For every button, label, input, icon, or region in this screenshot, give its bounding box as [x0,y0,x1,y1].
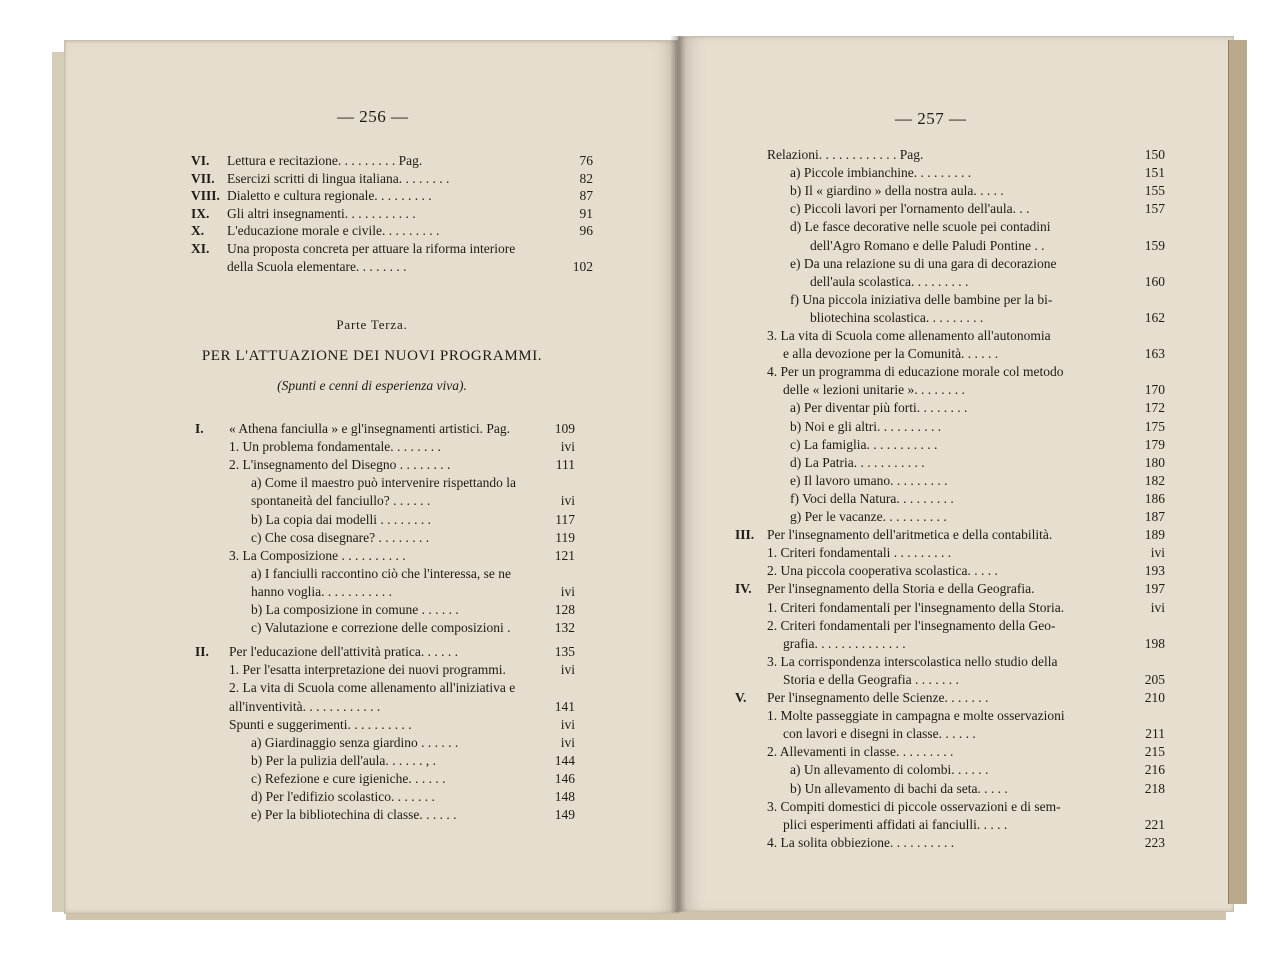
toc-entry [735,563,1165,579]
toc-entry [735,183,1165,199]
toc-entry-text: spontaneità del fanciullo? . . . . . . [251,493,431,509]
toc-entry-text: 2. Criteri fondamentali per l'insegnamento della Geo- [767,617,1056,633]
toc-entry [735,762,1165,778]
toc-entry [195,789,575,805]
toc-entry-page: 121 [554,547,575,563]
toc-entry-page: 128 [554,602,575,617]
toc-entry [735,455,1165,471]
toc-entry-text: b) Un allevamento di bachi da seta. . . . . [790,780,1008,796]
toc-entry-text: Lettura e recitazione. . . . . . . . . Pag. [227,153,423,168]
toc-entry-text: Relazioni. . . . . . . . . . . . Pag. [767,147,924,162]
toc-entry [735,437,1165,453]
toc-entry [735,799,1165,815]
toc-entry-number: IV. [735,581,752,597]
toc-entry-text: hanno voglia. . . . . . . . . . . [251,583,392,599]
open-book [42,36,1246,929]
toc-entry [735,364,1165,380]
toc-entry-text: 2. La vita di Scuola come allenamento all'iniziativa e [229,680,516,696]
toc-entry-page: ivi [560,493,575,509]
toc-entry-page: 82 [579,170,593,186]
toc-entry-text: a) Come il maestro può intervenire rispettando la [251,475,517,491]
toc-entry-number: VIII. [191,188,220,204]
toc-entry-text: dell'Agro Romano e delle Paludi Pontine . . [810,237,1045,253]
toc-entry-text: a) Per diventar più forti. . . . . . . . [790,400,968,416]
toc-entry-text: f) Voci della Natura. . . . . . . . . [790,490,954,506]
toc-entry [191,188,593,204]
toc-entry-text: Per l'insegnamento delle Scienze. . . . . . . [767,690,989,705]
toc-entry-text: a) Un allevamento di colombi. . . . . . [790,762,989,778]
toc-entry [195,457,575,473]
toc-entry [735,781,1165,797]
toc-entry [735,618,1165,634]
toc-entry-text: Dialetto e cultura regionale. . . . . . . . . [227,188,432,204]
toc-entry-page: 186 [1144,490,1165,506]
toc-entry [191,153,593,169]
toc-entry [735,491,1165,507]
toc-entry [195,475,575,491]
toc-entry-text: 4. La solita obbiezione. . . . . . . . . . [767,834,955,850]
toc-entry-number: X. [191,223,205,239]
toc-entry [195,602,575,618]
toc-entry-page: ivi [560,439,575,455]
toc-entry-page: 189 [1144,527,1165,543]
toc-entry-page: 117 [555,511,575,527]
toc-entry [735,545,1165,561]
toc-entry-page: 223 [1144,834,1165,850]
toc-entry [735,672,1165,688]
toc-entry-page: 180 [1144,454,1165,470]
toc-entry [735,400,1165,416]
toc-entry-page: 146 [554,770,575,786]
toc-entry [735,346,1165,362]
toc-entry-text: c) Valutazione e correzione delle composizioni . [251,620,511,636]
toc-entry-text: b) La composizione in comune . . . . . . [251,602,459,617]
toc-entry [735,708,1165,724]
toc-entry [195,421,575,437]
toc-entry-text: c) Che cosa disegnare? . . . . . . . . [251,529,430,545]
toc-entry-page: 179 [1144,436,1165,452]
toc-entry [195,566,575,582]
toc-entry [195,548,575,564]
toc-entry-text: c) Piccoli lavori per l'ornamento dell'aula. . . [790,201,1030,217]
toc-entry [191,259,593,275]
toc-entry-number: IX. [191,205,210,221]
toc-entry [735,292,1165,308]
toc-entry-text: e) Da una relazione su di una gara di decorazione [790,255,1057,271]
toc-entry [191,241,593,257]
right-page-edges [1228,40,1247,904]
toc-entry-number: XI. [191,241,210,256]
toc-entry-number: VII. [191,170,215,186]
toc-entry-page: 96 [579,223,593,239]
toc-entry-page: 210 [1144,690,1165,705]
toc-entry-text: 2. L'insegnamento del Disegno . . . . . . . . [229,457,451,473]
toc-entry-text: 1. Criteri fondamentali . . . . . . . . . [767,545,952,561]
toc-entry [195,512,575,528]
toc-entry-page: 187 [1144,509,1165,524]
toc-entry-page: 109 [554,421,575,436]
toc-entry-text: bliotechina scolastica. . . . . . . . . [810,309,984,325]
toc-entry [735,744,1165,760]
toc-entry-page: 119 [555,529,575,545]
toc-entry-text: delle « lezioni unitarie ». . . . . . . . [783,382,965,398]
toc-entry-page: ivi [560,583,575,599]
toc-entry-text: d) Per l'edifizio scolastico. . . . . . . [251,789,435,804]
toc-entry [735,527,1165,543]
toc-entry-page: 111 [555,457,575,473]
toc-entry [735,201,1165,217]
toc-entry [195,699,575,715]
toc-entry-number: III. [735,527,755,543]
toc-entry-text: dell'aula scolastica. . . . . . . . . [810,273,969,289]
toc-entry-text: c) Refezione e cure igieniche. . . . . . [251,770,446,786]
left-page [64,40,680,914]
toc-entry-text: 2. Allevamenti in classe. . . . . . . . . [767,744,954,760]
toc-entry-page: 216 [1144,762,1165,778]
toc-entry-page: ivi [560,734,575,750]
toc-entry-page: 198 [1144,635,1165,651]
toc-entry [195,439,575,455]
toc-entry [735,310,1165,326]
toc-entry-page: 193 [1144,563,1165,579]
toc-entry [735,147,1165,163]
toc-entry [195,807,575,823]
toc-entry [195,662,575,678]
toc-entry [735,690,1165,706]
toc-entry-text: c) La famiglia. . . . . . . . . . . [790,436,938,452]
right-page [678,36,1234,912]
toc-entry-text: Per l'insegnamento dell'aritmetica e della contabilità. [767,527,1053,543]
toc-entry [735,636,1165,652]
toc-entry [735,817,1165,833]
page-number-left: — 256 — [337,107,409,126]
toc-entry-text: 1. Criteri fondamentali per l'insegnamento della Storia. [767,599,1065,615]
toc-entry-text: grafia. . . . . . . . . . . . . . [783,635,906,651]
toc-entry-page: ivi [1150,545,1165,561]
toc-entry-text: 1. Molte passeggiate in campagna e molte osservazioni [767,708,1065,724]
toc-entry-page: 175 [1144,418,1165,434]
toc-entry-page: 150 [1144,147,1165,162]
toc-entry-text: 1. Per l'esatta interpretazione dei nuovi programmi. [229,662,506,678]
toc-entry-page: 182 [1144,472,1165,488]
part-label: Parte Terza. [336,317,408,332]
toc-entry-text: 4. Per un programma di educazione morale col metodo [767,364,1064,380]
toc-entry-page: 132 [554,620,575,636]
toc-entry-page: 148 [554,789,575,804]
book-spine [670,36,686,912]
toc-entry-page: 221 [1144,816,1165,832]
toc-entry-text: b) Il « giardino » della nostra aula. . . . . [790,183,1004,199]
toc-entry-text: b) Noi e gli altri. . . . . . . . . . [790,418,942,434]
toc-entry-text: con lavori e disegni in classe. . . . . . [783,726,976,742]
toc-entry-text: g) Per le vacanze. . . . . . . . . . [790,509,947,524]
toc-entry-text: plici esperimenti affidati ai fanciulli. . . . . [783,816,1008,832]
toc-entry [735,600,1165,616]
toc-entry-page: 135 [554,644,575,660]
toc-entry [735,726,1165,742]
toc-entry-text: d) La Patria. . . . . . . . . . . [790,454,925,470]
toc-entry-text: della Scuola elementare. . . . . . . . [227,258,407,274]
toc-entry-page: 155 [1144,183,1165,199]
toc-entry-page: 197 [1144,581,1165,597]
toc-entry-text: all'inventività. . . . . . . . . . . . [229,698,381,714]
toc-entry-text: Per l'educazione dell'attività pratica. . . . . . [229,644,459,660]
toc-entry-text: d) Le fasce decorative nelle scuole pei contadini [790,219,1051,235]
toc-entry-text: b) Per la pulizia dell'aula. . . . . . , . [251,752,437,768]
toc-entry-text: 3. Compiti domestici di piccole osservazioni e di sem- [767,798,1061,814]
toc-entry-page: 215 [1144,744,1165,760]
toc-entry-page: 157 [1144,201,1165,217]
toc-entry [195,493,575,509]
toc-entry-page: ivi [560,662,575,678]
toc-entry [735,473,1165,489]
toc-entry-text: f) Una piccola iniziativa delle bambine per la bi- [790,291,1053,307]
toc-entry-text: a) Giardinaggio senza giardino . . . . . . [251,734,459,750]
toc-entry [191,171,593,187]
toc-entry [195,735,575,751]
toc-entry-text: 3. La corrispondenza interscolastica nello studio della [767,653,1058,669]
toc-entry-page: ivi [1150,599,1165,615]
toc-entry [195,644,575,660]
toc-entry-number: VI. [191,153,210,168]
toc-entry-page: 102 [572,258,593,274]
toc-entry-text: a) Piccole imbianchine. . . . . . . . . [790,165,972,181]
toc-entry-text: e) Il lavoro umano. . . . . . . . . [790,472,948,488]
toc-entry [195,530,575,546]
toc-entry-page: 218 [1144,780,1165,796]
toc-entry-page: 172 [1144,400,1165,416]
toc-entry [735,382,1165,398]
toc-entry [735,835,1165,851]
toc-entry-page: 162 [1144,309,1165,325]
toc-entry [195,771,575,787]
toc-entry-page: 170 [1144,382,1165,398]
toc-entry-number: II. [195,644,209,660]
toc-entry-page: ivi [560,716,575,732]
toc-entry-text: « Athena fanciulla » e gl'insegnamenti artistici. Pag. [229,421,510,436]
toc-entry-text: Spunti e suggerimenti. . . . . . . . . . [229,716,412,732]
toc-entry-text: Storia e della Geografia . . . . . . . [783,671,959,687]
toc-entry [735,238,1165,254]
toc-entry [735,419,1165,435]
toc-entry [191,206,593,222]
toc-entry [195,753,575,769]
toc-entry-text: Una proposta concreta per attuare la riforma interiore [227,241,516,256]
page-number-right: — 257 — [895,109,967,128]
toc-entry-page: 76 [579,153,593,168]
toc-entry-page: 91 [579,205,593,221]
toc-entry [195,680,575,696]
toc-entry-page: 211 [1145,726,1165,742]
toc-entry-text: 2. Una piccola cooperativa scolastica. . . . . [767,563,998,579]
toc-entry-page: 144 [554,752,575,768]
toc-entry [735,328,1165,344]
toc-entry [735,219,1165,235]
toc-entry [735,654,1165,670]
toc-entry-text: Esercizi scritti di lingua italiana. . . . . . . . [227,170,450,186]
toc-entry [195,717,575,733]
toc-entry [195,584,575,600]
part-subtitle: (Spunti e cenni di esperienza viva). [277,378,467,393]
toc-entry-text: 1. Un problema fondamentale. . . . . . . . [229,439,441,455]
toc-entry [735,509,1165,525]
toc-entry-page: 159 [1144,237,1165,253]
toc-entry-text: L'educazione morale e civile. . . . . . . . . [227,223,440,239]
toc-entry [735,165,1165,181]
toc-entry [735,274,1165,290]
toc-entry-number: V. [735,690,747,705]
toc-entry [195,620,575,636]
toc-entry-text: Per l'insegnamento della Storia e della Geografia. [767,581,1035,597]
toc-entry-page: 163 [1144,346,1165,362]
toc-entry [735,581,1165,597]
toc-entry-page: 141 [554,698,575,714]
toc-entry-text: 3. La Composizione . . . . . . . . . . [229,547,406,563]
toc-entry-page: 160 [1144,273,1165,289]
toc-entry-text: 3. La vita di Scuola come allenamento all'autonomia [767,328,1051,343]
part-title: PER L'ATTUAZIONE DEI NUOVI PROGRAMMI. [201,348,543,364]
toc-entry-page: 149 [554,807,575,823]
toc-entry-text: b) La copia dai modelli . . . . . . . . [251,511,431,527]
toc-entry-page: 151 [1144,165,1165,181]
toc-entry [735,256,1165,272]
toc-entry-text: e alla devozione per la Comunità. . . . . . [783,346,999,362]
toc-entry-text: e) Per la bibliotechina di classe. . . . . . [251,807,457,823]
toc-entry-text: a) I fanciulli raccontino ciò che l'interessa, se ne [251,565,511,581]
toc-entry-text: Gli altri insegnamenti. . . . . . . . . . . [227,205,416,221]
toc-entry [191,223,593,239]
toc-entry-page: 87 [579,188,593,204]
toc-entry-number: I. [195,421,204,436]
toc-entry-page: 205 [1144,671,1165,687]
